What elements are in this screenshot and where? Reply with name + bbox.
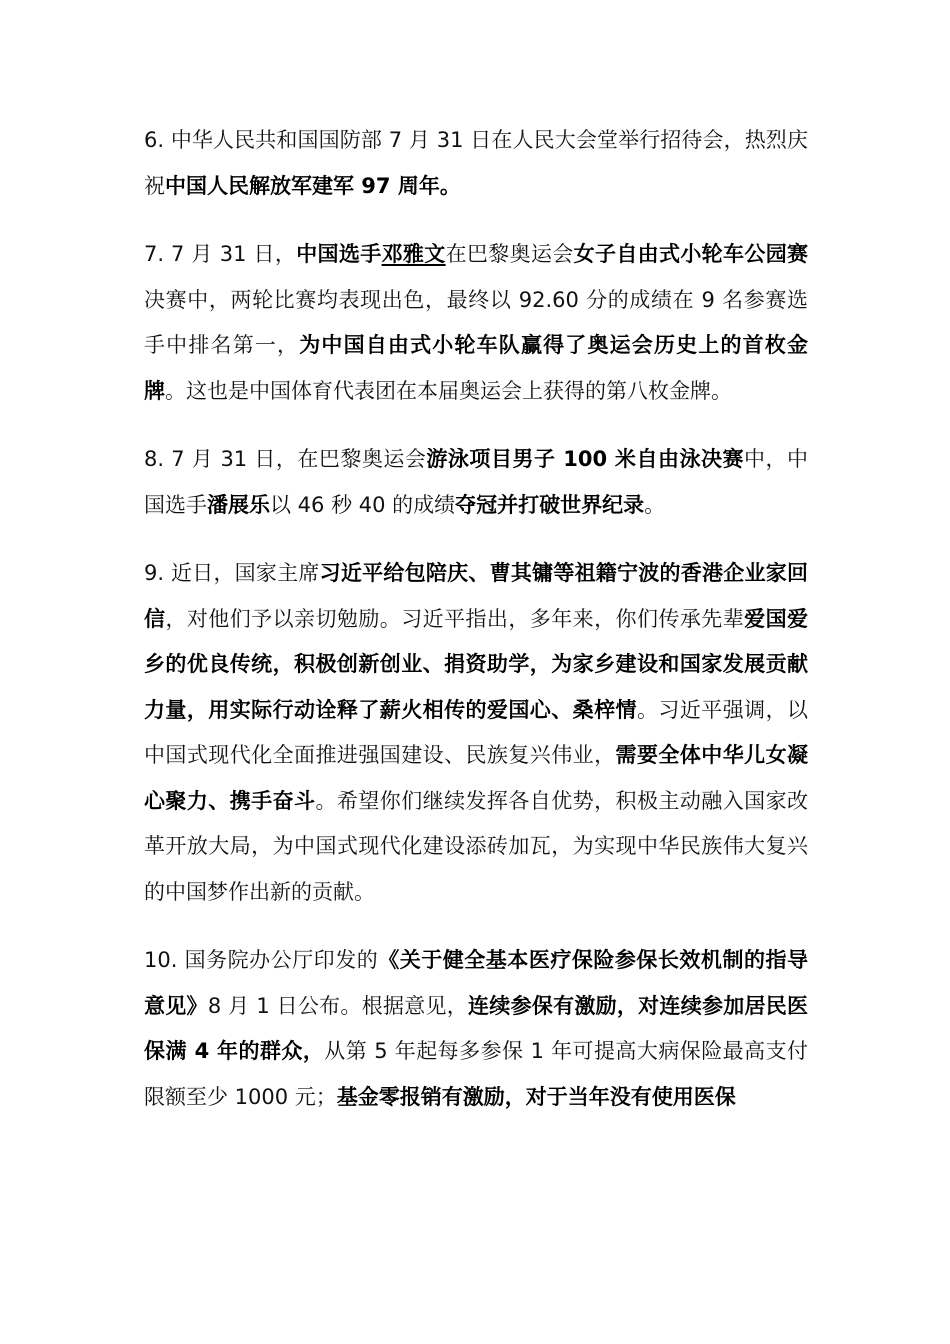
bold-text-segment: 需要全体中华儿女凝心聚力、携手奋斗 [144,743,808,813]
text-segment: 7. 7 月 31 日， [144,242,297,266]
bold-text-segment: 爱国爱乡的优良传统，积极创新创业、捐资助学，为家乡建设和国家发展贡献力量，用实际行动诠释了薪火相传的爱国心、桑梓情 [144,606,809,722]
text-segment: 在巴黎奥运会 [445,242,574,266]
text-segment: 8. 7 月 31 日，在巴黎奥运会 [144,447,427,471]
document-body [144,118,808,1143]
text-segment: 8 月 1 日公布。根据意见， [207,993,469,1018]
paragraph-8 [144,437,808,528]
text-segment: 。希望你们继续发挥各自优势，积极主动融入国家改革开放大局，为中国式现代化建设添砖加瓦，为实现中华民族伟大复兴的中国梦作出新的贡献。 [144,788,809,904]
bold-text-segment: 《关于健全基本医疗保险参保长效机制的指导意见》 [144,948,808,1018]
text-segment: 以 46 秒 40 的成绩 [270,492,456,517]
text-segment: 。习近平强调，以中国式现代化全面推进强国建设、民族复兴伟业， [144,697,809,767]
paragraph-6 [144,118,808,209]
text-segment: 决赛中，两轮比赛均表现出色，最终以 92.60 分的成绩在 9 名参赛选手中排名第一， [144,287,808,357]
bold-text-segment: 潘展乐 [207,492,270,517]
text-segment: 。 [644,492,666,517]
underlined-name [382,242,446,266]
text-segment: 。这也是中国体育代表团在本届奥运会上获得的第八枚金牌。 [165,378,732,403]
text-segment: 6. 中华人民共和国国防部 7 月 31 日在人民大会堂举行招待会，热烈庆祝 [144,128,808,198]
paragraph-10 [144,938,808,1120]
bold-text-segment: 游泳项目男子 100 米自由泳决赛 [426,447,744,471]
text-segment: 从第 5 年起每多参保 1 年可提高大病保险最高支付限额至少 1000 元； [144,1039,809,1109]
paragraph-7 [144,232,808,414]
text-segment: 中，中国选手 [144,447,808,517]
bold-text-segment: 基金零报销有激励，对于当年没有使用医保 [336,1084,736,1109]
text-segment: 9. 近日，国家主席 [144,561,320,585]
text-segment: ，对他们予以亲切勉励。习近平指出，多年来，你们传承先辈 [165,606,745,631]
text-segment: 10. 国务院办公厅印发的 [144,948,379,972]
bold-text-segment: 中国选手 [296,242,382,266]
paragraph-9 [144,551,808,915]
underlined-text: 邓雅文 [381,242,446,266]
bold-text-segment: 女子自由式小轮车公园赛 [573,242,809,266]
bold-text-segment: 夺冠并打破世界纪录 [455,492,645,517]
bold-text-segment: 连续参保有激励，对连续参加居民医保满 4 年的群众， [144,993,809,1063]
bold-text-segment: 习近平给包陪庆、曹其镛等祖籍宁波的香港企业家回信 [144,561,808,631]
bold-text-segment: 中国人民解放军建军 97 周年。 [165,173,461,198]
bold-text-segment: 为中国自由式小轮车队赢得了奥运会历史上的首枚金牌 [144,333,809,403]
